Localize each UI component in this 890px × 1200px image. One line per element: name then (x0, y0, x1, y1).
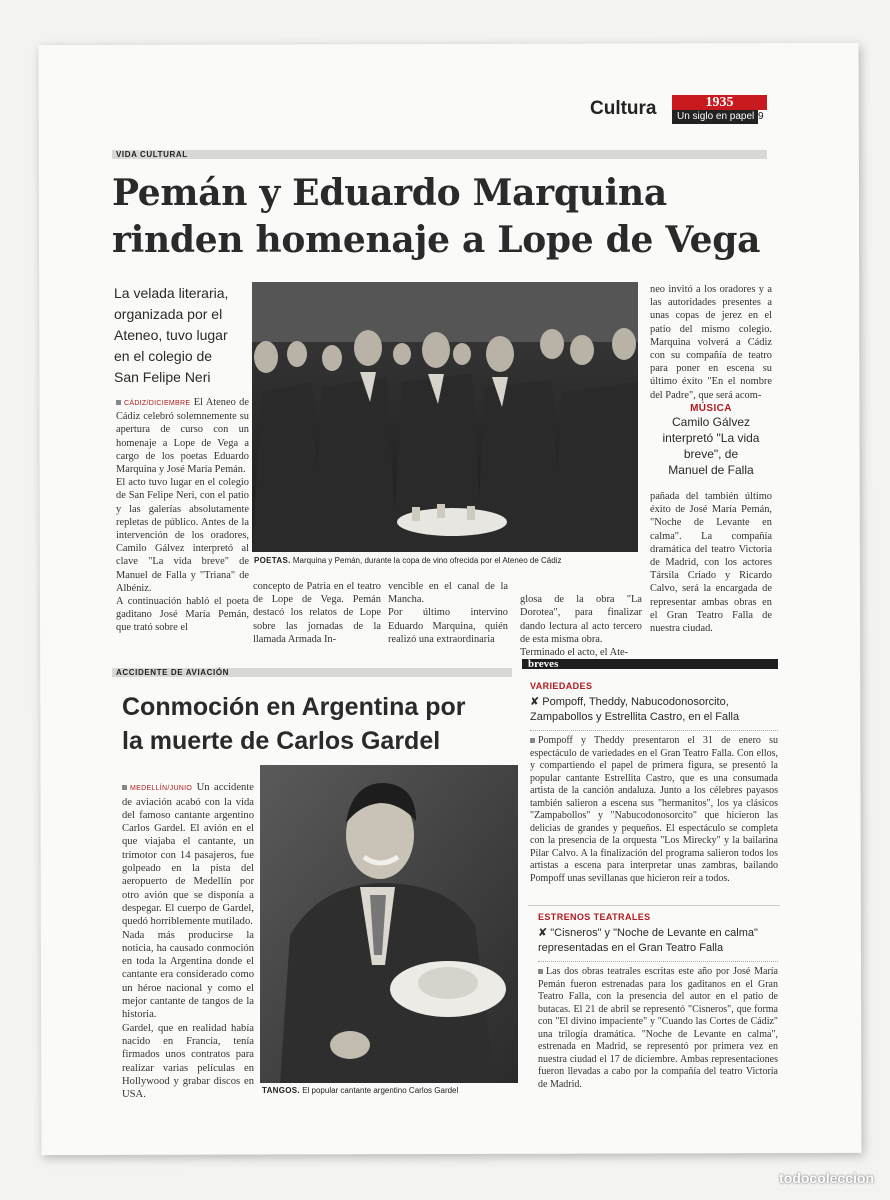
article1-col1 (116, 396, 249, 635)
divider (528, 905, 780, 906)
bullet-square-icon (116, 400, 121, 405)
headline-line: rinden homenaje a Lope de Vega (112, 219, 761, 261)
article2-body (122, 768, 254, 1101)
caption-text: Marquina y Pemán, durante la copa de vino ofrecida por el Ateneo de Cádiz (292, 556, 562, 565)
pull-quote-line: Manuel de Falla (668, 463, 754, 477)
photo-caption-2 (262, 1086, 522, 1095)
article1-col3 (388, 580, 508, 646)
headline-1 (112, 170, 772, 264)
section-name: Cultura (590, 98, 657, 119)
year-badge: 1935 (672, 95, 767, 110)
kicker-label: VIDA CULTURAL (116, 150, 188, 159)
paragraph: vencible en el canal de la Mancha. (388, 581, 508, 606)
pull-quote-line: interpretó "La vida (662, 431, 760, 445)
pull-quote-line: Camilo Gálvez (671, 415, 751, 429)
caption-label: TANGOS. (262, 1086, 300, 1095)
headline-line: Conmoción en Argentina por (122, 693, 466, 721)
breve-subhead (538, 926, 778, 955)
watermark: todocoleccion (779, 1170, 874, 1186)
photo-gardel (260, 765, 518, 1083)
caption-label: POETAS. (254, 556, 291, 565)
photo-caption-1 (254, 556, 644, 565)
deck-line: San Felipe Neri (114, 369, 211, 385)
breve-heading: ESTRENOS TEATRALES (538, 912, 651, 922)
breve-heading: VARIEDADES (530, 681, 593, 691)
deck-line: organizada por el (114, 306, 223, 322)
bullet-square-icon (530, 738, 535, 743)
article1-col2 (253, 580, 381, 646)
breve-subhead-text: Pompoff, Theddy, Nabucodonosorcito, Zampabollos y Estrellita Castro, en el Falla (530, 696, 740, 723)
dateline: MEDELLÍN/JUNIO (130, 785, 193, 793)
breve-subhead-text: "Cisneros" y "Noche de Levante en calma" representadas en el Gran Teatro Falla (538, 927, 758, 954)
breve-text-content: Las dos obras teatrales escritas este año por José María Pemán fueron estrenadas para los gaditanos en el Gran Teatro Falla, con la presencia del autor en el patio de butacas. El 21 de abril se representó "Cisneros", que forma con "El divino impaciente" y "Cuando las Cortes de Cádiz" una trilogía dramática. "Noche de Levante en calma", estrenada en Madrid, se representó por primera vez en nuestra ciudad el 17 de diciembre. Ambas representaciones fueron llevadas a cabo por la compañía del teatro Victoria de Madrid. (538, 966, 778, 1090)
paragraph: El Ateneo de Cádiz celebró solemnemente su apertura de curso con un homenaje a Lope de Vega a cargo de los poetas Eduardo Marquina y José María Pemán. (116, 397, 249, 476)
divider (538, 961, 778, 962)
paragraph: pañada del también último éxito de José María Pemán, "Noche de Levante en calma". La compañía dramática del teatro Victoria de Madrid, con los actores Társila Criado y Ricardo Calvo, será la encargada de representar ambas obras en el Gran Teatro Falla de nuestra ciudad. (650, 491, 772, 635)
paragraph: glosa de la obra "La Dorotea", para finalizar dando lectura al acto tercero de esta misma obra. Terminado el acto, el Ate- (520, 594, 642, 659)
breve-subhead (530, 695, 778, 724)
cross-icon: ✘ (530, 696, 540, 708)
portrait-illustration (260, 765, 518, 1083)
bullet-square-icon (122, 785, 127, 790)
deck-line: Ateneo, tuvo lugar (114, 327, 228, 343)
headline-line: Pemán y Eduardo Marquina (112, 172, 667, 214)
kicker-label: ACCIDENTE DE AVIACIÓN (116, 668, 230, 677)
article-deck (114, 283, 249, 388)
dateline: CÁDIZ/DICIEMBRE (124, 400, 191, 407)
series-subtitle: Un siglo en papel (672, 110, 758, 124)
caption-text: El popular cantante argentino Carlos Gardel (302, 1086, 459, 1095)
paragraph: concepto de Patria en el teatro de Lope de Vega. Pemán destacó los relatos de Lope sobre las jornadas de la llamada Armada In- (253, 581, 381, 645)
paragraph: Un accidente de aviación acabó con la vida del famoso cantante argentino Carlos Gardel. El avión en el que viajaba el cantante, un trimotor con 14 pasajeros, fue golpeado en la pista del aeropuerto de Medellín por otro avión que se disponía a despegar. El cuerpo de Gardel, quedó horriblemente mutilado. Nada más producirse la noticia, ha causado conmoción en toda la Argentina donde el cantante era considerado como un héroe nacional y como el mejor cantante de tangos de la historia. Gardel, que en realidad había nacido en Francia, tenía firmados unos contratos para realizar varias películas en Hollywood y grabar discos en USA. (122, 782, 254, 1101)
group-photo-illustration (252, 282, 638, 552)
paragraph: neo invitó a los oradores y a las autoridades presentes a unas copas de jerez en el patio del mismo colegio. Marquina volverá a Cádiz con su compañía de teatro para poner en escena su último éxito "En el nombre del Padre", que será acom- (650, 284, 772, 401)
kicker-bar (112, 150, 767, 159)
breve-text-content: Pompoff y Theddy presentaron el 31 de enero su espectáculo de variedades en el Gran Teatro Falla. Con ellos, y compartiendo el papel de primera figura, se presentó la popular cantante Estrellita Castro, que es una consumada artista de la canción andaluza. Junto a los célebres payasos también salieron a escena sus "hermanitos", los ya clásicos "Zampabollos" y "Nabucodonosorcito" que hicieron las delicias de grandes y pequeños. El espectáculo se completa con la presencia de la orquesta "Los Mirecky" y la bailarina Pilar Calvo. A la finalización del programa salieron todos los artistas a escena para interpretar unas zambras, bailando Pompoff unas sevillanas que hicieron reír a todos. (530, 735, 778, 884)
article1-col5-bottom (650, 490, 772, 635)
pull-quote-line: breve", de (683, 447, 739, 461)
deck-line: en el colegio de (114, 348, 213, 364)
paragraph: El acto tuvo lugar en el colegio de San Felipe Neri, con el patio y las galerías absolutamente repletas de público. Antes de la intervención de los oradores, Camilo Gálvez interpretó al clave "La vida breve" de Manuel de Falla y "Triana" de Albéniz. (116, 477, 249, 594)
article1-col5-top (650, 283, 772, 402)
headline-line: la muerte de Carlos Gardel (122, 727, 441, 755)
bullet-square-icon (538, 969, 543, 974)
divider (530, 730, 778, 731)
paragraph: Por último intervino Eduardo Marquina, quién realizó una extraordinaria (388, 607, 508, 645)
pull-quote-head: MÚSICA (690, 403, 732, 414)
photo-poets (252, 282, 638, 552)
page-number: 9 (758, 111, 764, 122)
headline-2 (122, 690, 522, 758)
breve-text (530, 735, 778, 885)
pull-quote-musica (650, 403, 772, 478)
breves-header: breves (522, 659, 778, 669)
cross-icon: ✘ (538, 927, 548, 939)
breve-text (538, 966, 778, 1091)
paragraph: A continuación habló el poeta gaditano José María Pemán, que trató sobre el (116, 596, 249, 634)
breve-variedades (530, 681, 778, 885)
breve-estrenos (538, 912, 778, 1091)
deck-line: La velada literaria, (114, 285, 229, 301)
